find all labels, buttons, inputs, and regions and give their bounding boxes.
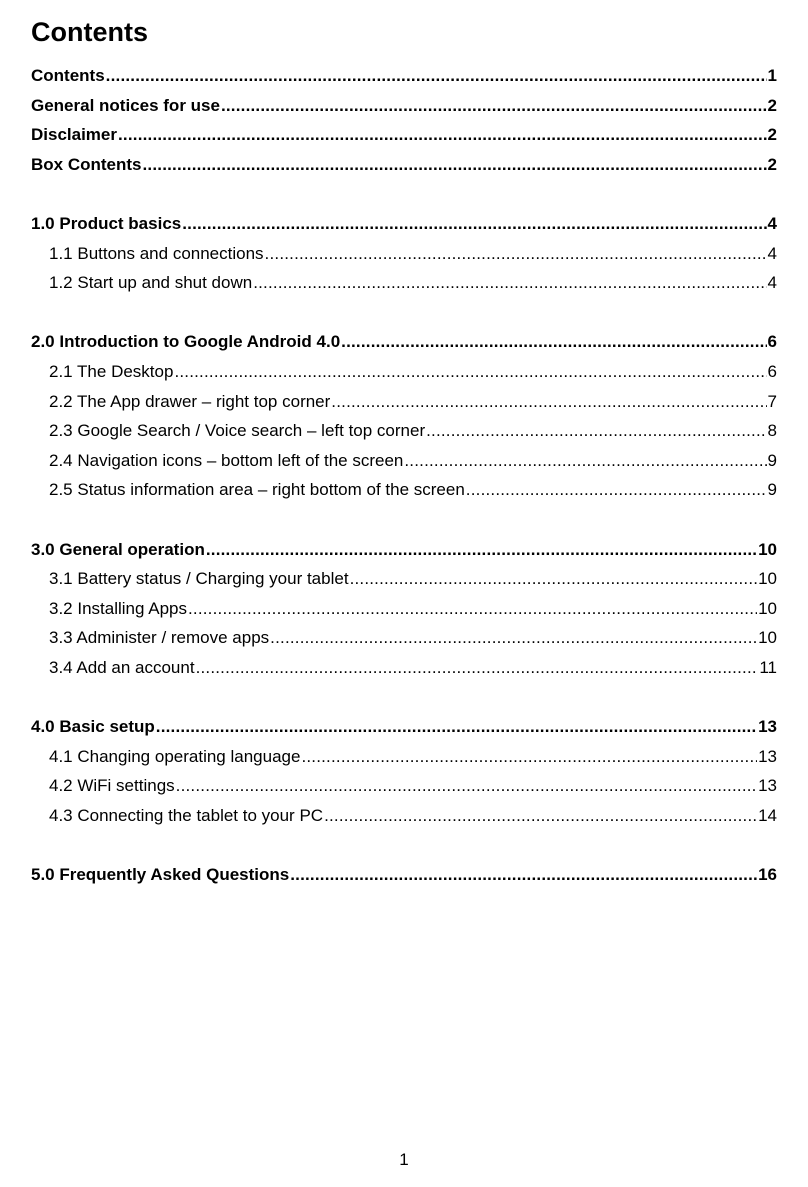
toc-subsection-entry[interactable] bbox=[31, 623, 777, 653]
toc-entry-page: 9 bbox=[767, 450, 777, 470]
toc-dot-leader bbox=[426, 416, 766, 446]
toc-entry-title: 2.0 Introduction to Google Android 4.0 bbox=[31, 332, 341, 352]
toc-entry-page: 2 bbox=[767, 125, 777, 145]
toc-subsection-entry[interactable] bbox=[31, 446, 777, 476]
toc-entry-page: 10 bbox=[758, 598, 777, 618]
toc-entry-page: 13 bbox=[758, 746, 777, 766]
toc-dot-leader bbox=[270, 623, 757, 653]
toc-section-entry[interactable] bbox=[31, 91, 777, 121]
toc-entry-title: 3.3 Administer / remove apps bbox=[49, 628, 270, 648]
toc-entry-page: 2 bbox=[767, 95, 777, 115]
toc-entry-title: 4.2 WiFi settings bbox=[49, 776, 175, 796]
toc-dot-leader bbox=[221, 91, 767, 121]
toc-section-entry[interactable] bbox=[31, 535, 777, 565]
toc-section-entry[interactable] bbox=[31, 860, 777, 890]
toc-section-entry[interactable] bbox=[31, 150, 777, 180]
toc-entry-title: 4.0 Basic setup bbox=[31, 717, 155, 737]
toc-entry-page: 10 bbox=[758, 569, 777, 589]
toc-entry-title: 5.0 Frequently Asked Questions bbox=[31, 865, 290, 885]
toc-dot-leader bbox=[188, 594, 757, 624]
toc-subsection-entry[interactable] bbox=[31, 475, 777, 505]
toc-entry-page: 10 bbox=[758, 628, 777, 648]
toc-dot-leader bbox=[106, 61, 767, 91]
toc-entry-page: 8 bbox=[767, 421, 777, 441]
toc-dot-leader bbox=[331, 387, 766, 417]
toc-entry-page: 13 bbox=[758, 717, 777, 737]
toc-entry-page: 4 bbox=[767, 273, 777, 293]
toc-subsection-entry[interactable] bbox=[31, 239, 777, 269]
toc-dot-leader bbox=[182, 209, 766, 239]
toc-subsection-entry[interactable] bbox=[31, 771, 777, 801]
toc-section-entry[interactable] bbox=[31, 209, 777, 239]
toc-dot-leader bbox=[196, 653, 759, 683]
toc-subsection-entry[interactable] bbox=[31, 268, 777, 298]
toc-dot-leader bbox=[290, 860, 757, 890]
toc-entry-title: 1.1 Buttons and connections bbox=[49, 243, 264, 263]
toc-entry-page: 6 bbox=[767, 361, 777, 381]
page-number: 1 bbox=[399, 1150, 409, 1169]
table-of-contents bbox=[31, 61, 777, 890]
toc-entry-page: 11 bbox=[759, 657, 777, 677]
page-title: Contents bbox=[31, 17, 148, 47]
toc-subsection-entry[interactable] bbox=[31, 416, 777, 446]
toc-dot-leader bbox=[341, 327, 766, 357]
toc-subsection-entry[interactable] bbox=[31, 594, 777, 624]
toc-entry-page: 16 bbox=[758, 865, 777, 885]
toc-dot-leader bbox=[253, 268, 766, 298]
toc-dot-leader bbox=[466, 475, 767, 505]
toc-entry-page: 14 bbox=[758, 805, 777, 825]
toc-dot-leader bbox=[350, 564, 758, 594]
toc-section-entry[interactable] bbox=[31, 61, 777, 91]
toc-section-entry[interactable] bbox=[31, 327, 777, 357]
toc-dot-leader bbox=[118, 120, 767, 150]
toc-entry-page: 1 bbox=[767, 66, 777, 85]
toc-dot-leader bbox=[206, 535, 757, 565]
toc-section-entry[interactable] bbox=[31, 120, 777, 150]
toc-dot-leader bbox=[324, 801, 757, 831]
toc-entry-page: 2 bbox=[767, 154, 777, 174]
toc-entry-title: 4.1 Changing operating language bbox=[49, 746, 301, 766]
toc-entry-title: 3.1 Battery status / Charging your tablet bbox=[49, 569, 349, 589]
toc-dot-leader bbox=[404, 446, 766, 476]
toc-entry-title: 2.1 The Desktop bbox=[49, 361, 174, 381]
toc-entry-title: 3.0 General operation bbox=[31, 539, 205, 559]
toc-entry-title: 1.0 Product basics bbox=[31, 213, 182, 233]
toc-entry-page: 13 bbox=[758, 776, 777, 796]
toc-subsection-entry[interactable] bbox=[31, 653, 777, 683]
toc-dot-leader bbox=[174, 357, 766, 387]
toc-entry-title: 4.3 Connecting the tablet to your PC bbox=[49, 805, 324, 825]
toc-entry-page: 4 bbox=[767, 213, 777, 233]
toc-entry-page: 6 bbox=[767, 332, 777, 352]
toc-entry-title: 2.4 Navigation icons – bottom left of the screen bbox=[49, 450, 404, 470]
toc-entry-page: 7 bbox=[767, 391, 777, 411]
toc-entry-title: 2.2 The App drawer – right top corner bbox=[49, 391, 331, 411]
toc-entry-title: 1.2 Start up and shut down bbox=[49, 273, 253, 293]
toc-entry-title: Box Contents bbox=[31, 154, 142, 174]
toc-entry-title: General notices for use bbox=[31, 95, 220, 115]
toc-dot-leader bbox=[176, 771, 757, 801]
toc-dot-leader bbox=[143, 150, 767, 180]
toc-dot-leader bbox=[156, 712, 757, 742]
toc-entry-page: 9 bbox=[767, 480, 777, 500]
toc-entry-title: 3.2 Installing Apps bbox=[49, 598, 187, 618]
toc-subsection-entry[interactable] bbox=[31, 801, 777, 831]
toc-entry-title: Disclaimer bbox=[31, 125, 117, 145]
toc-entry-page: 10 bbox=[758, 539, 777, 559]
toc-subsection-entry[interactable] bbox=[31, 357, 777, 387]
toc-entry-title: 2.3 Google Search / Voice search – left top corner bbox=[49, 421, 426, 441]
toc-dot-leader bbox=[265, 239, 767, 269]
toc-entry-title: Contents bbox=[31, 66, 105, 85]
toc-subsection-entry[interactable] bbox=[31, 387, 777, 417]
toc-entry-title: 3.4 Add an account bbox=[49, 657, 195, 677]
toc-subsection-entry[interactable] bbox=[31, 742, 777, 772]
toc-section-entry[interactable] bbox=[31, 712, 777, 742]
toc-entry-title: 2.5 Status information area – right bottom of the screen bbox=[49, 480, 465, 500]
toc-dot-leader bbox=[301, 742, 757, 772]
toc-entry-page: 4 bbox=[767, 243, 777, 263]
toc-subsection-entry[interactable] bbox=[31, 564, 777, 594]
